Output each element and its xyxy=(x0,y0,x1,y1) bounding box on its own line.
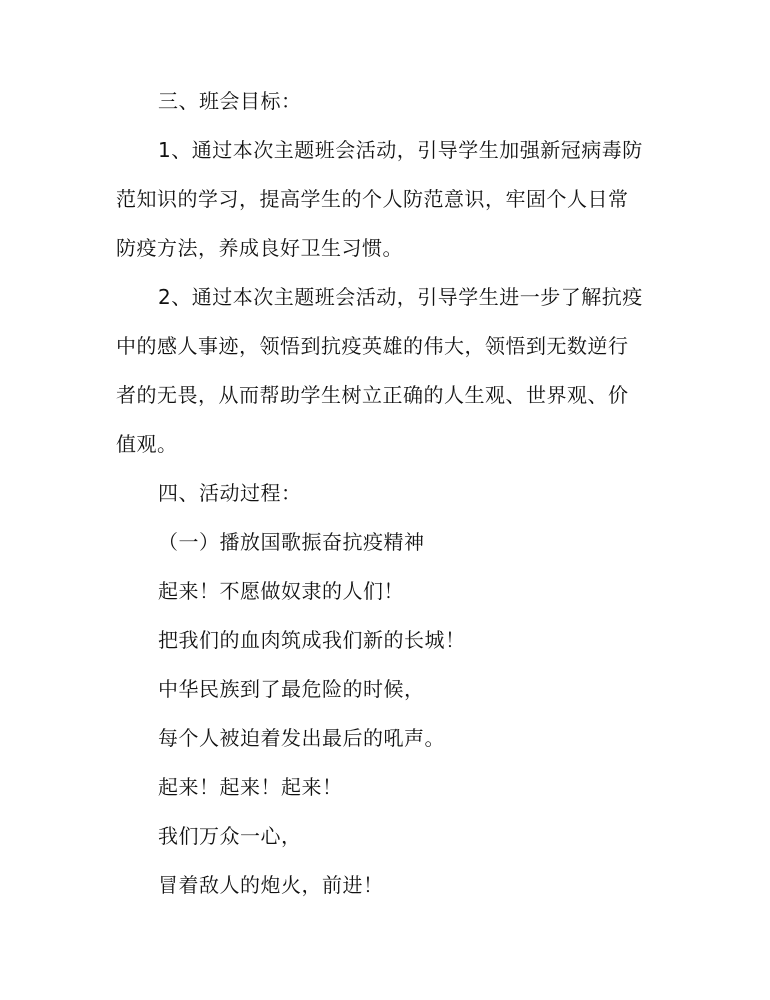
anthem-line: 把我们的血肉筑成我们新的长城！ xyxy=(158,628,466,652)
section-heading-goals: 三、班会目标： xyxy=(158,89,302,113)
goal-1-line-2: 范知识的学习，提高学生的个人防范意识，牢固个人日常 xyxy=(116,187,629,211)
goal-1-line-1: 1、通过本次主题班会活动，引导学生加强新冠病毒防 xyxy=(158,138,643,162)
goal-2-line-1: 2、通过本次主题班会活动，引导学生进一步了解抗疫 xyxy=(158,285,643,309)
subsection-heading-anthem: （一）播放国歌振奋抗疫精神 xyxy=(158,530,425,554)
anthem-line: 我们万众一心， xyxy=(158,824,302,848)
goal-1-line-3: 防疫方法，养成良好卫生习惯。 xyxy=(116,236,403,260)
goal-2-line-4: 值观。 xyxy=(116,432,178,456)
section-heading-process: 四、活动过程： xyxy=(158,481,302,505)
anthem-line: 起来！起来！起来！ xyxy=(158,775,343,799)
anthem-line: 每个人被迫着发出最后的吼声。 xyxy=(158,726,445,750)
anthem-line: 起来！不愿做奴隶的人们！ xyxy=(158,579,404,603)
anthem-line: 冒着敌人的炮火，前进！ xyxy=(158,873,384,897)
goal-2-line-3: 者的无畏，从而帮助学生树立正确的人生观、世界观、价 xyxy=(116,383,629,407)
goal-2-line-2: 中的感人事迹，领悟到抗疫英雄的伟大，领悟到无数逆行 xyxy=(116,334,629,358)
anthem-line: 中华民族到了最危险的时候， xyxy=(158,677,425,701)
